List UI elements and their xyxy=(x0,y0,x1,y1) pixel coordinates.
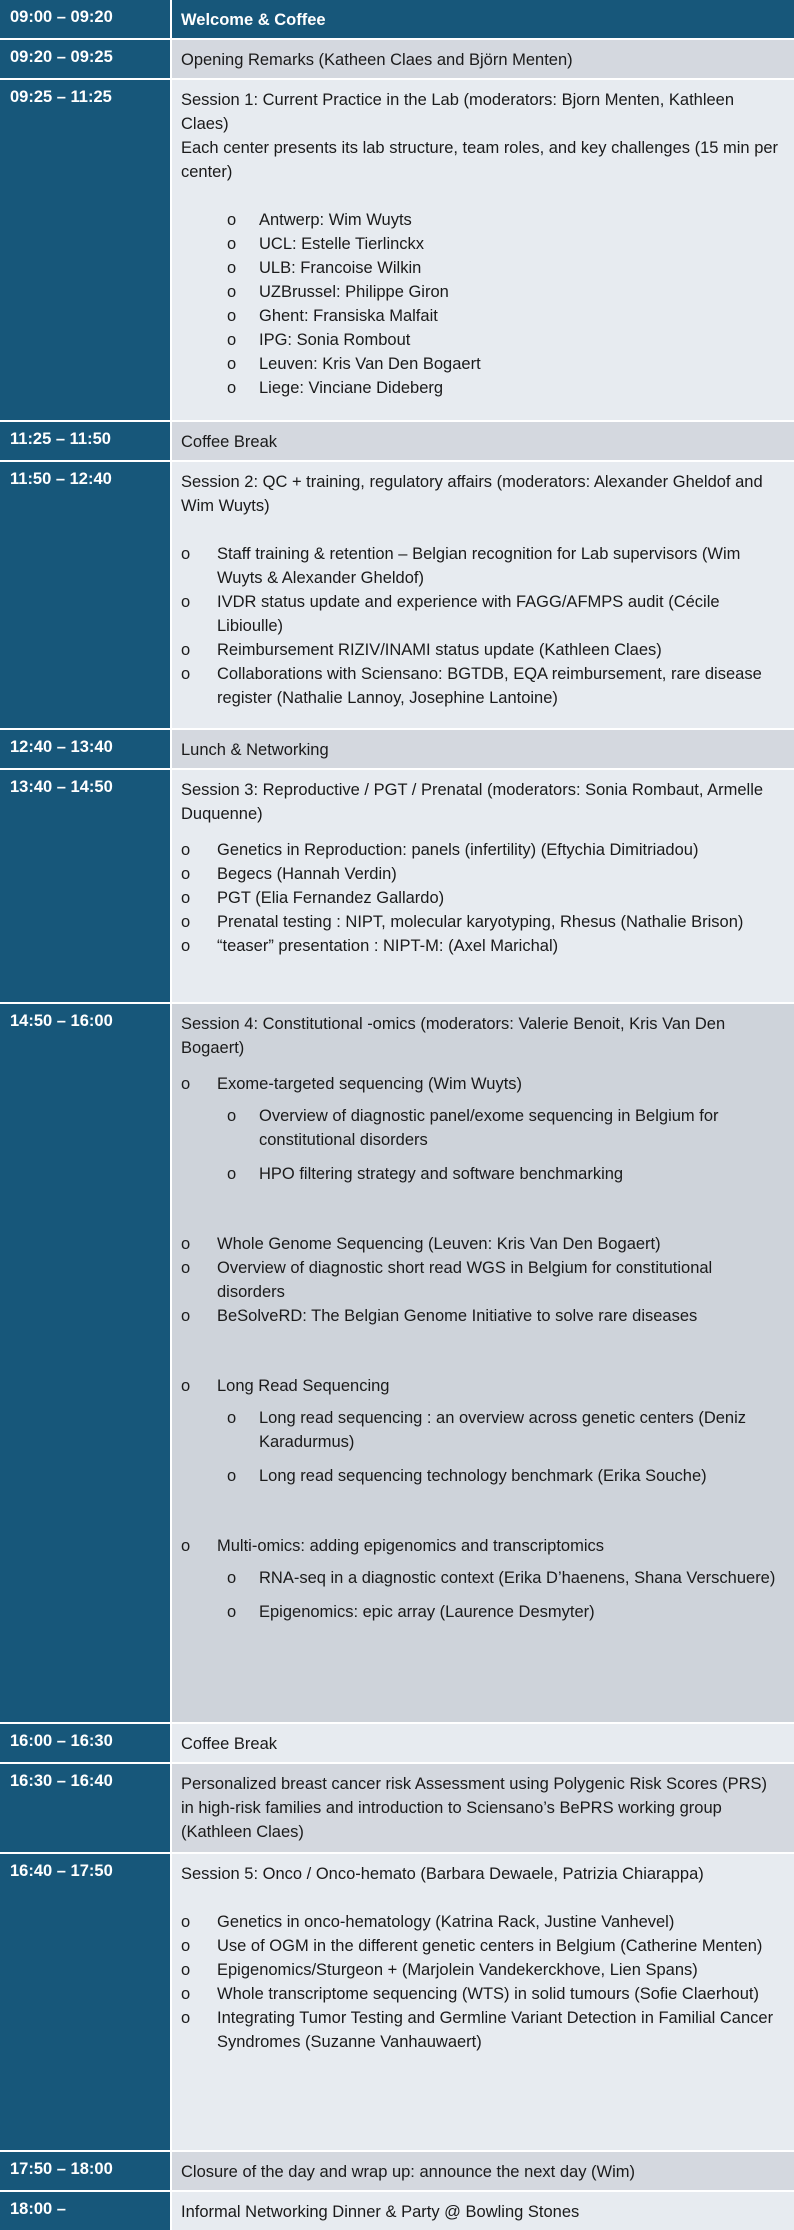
sub-item: o Epigenomics: epic array (Laurence Desmyter) xyxy=(181,1600,784,1624)
topic-list xyxy=(181,1072,784,1624)
list-item: o Leuven: Kris Van Den Bogaert xyxy=(181,352,784,376)
sub-item: o Overview of diagnostic panel/exome sequencing in Belgium for constitutional disorders xyxy=(181,1104,784,1152)
topic-list xyxy=(181,1910,784,2054)
sub-item: o Long read sequencing : an overview across genetic centers (Deniz Karadurmus) xyxy=(181,1406,784,1454)
agenda-row-session-4 xyxy=(0,1004,794,1722)
agenda-row-session-5 xyxy=(0,1854,794,2150)
session-title: Session 5: Onco / Onco-hemato (Barbara Dewaele, Patrizia Chiarappa) xyxy=(181,1865,704,1883)
row-time: 11:25 – 11:50 xyxy=(0,422,170,460)
topic-group-label: o Long Read Sequencing xyxy=(181,1374,784,1398)
list-item: o Integrating Tumor Testing and Germline Variant Detection in Familial Cancer Syndromes (Suzanne Vanhauwaert) xyxy=(181,2006,784,2054)
agenda-row-dinner xyxy=(0,2192,794,2230)
list-item: o UCL: Estelle Tierlinckx xyxy=(181,232,784,256)
list-item: o Liege: Vinciane Dideberg xyxy=(181,376,784,400)
list-item: o Antwerp: Wim Wuyts xyxy=(181,208,784,232)
row-text: Informal Networking Dinner & Party @ Bowling Stones xyxy=(181,2203,580,2221)
list-item: o BeSolveRD: The Belgian Genome Initiative to solve rare diseases xyxy=(181,1304,784,1328)
list-item: o Collaborations with Sciensano: BGTDB, EQA reimbursement, rare disease register (Nathalie Lannoy, Josephine Lantoine) xyxy=(181,662,784,710)
row-time: 11:50 – 12:40 xyxy=(0,462,170,728)
row-text: Coffee Break xyxy=(181,433,278,451)
row-text: Personalized breast cancer risk Assessment using Polygenic Risk Scores (PRS) in high-risk families and introduction to Sciensano’s BePRS working group (Kathleen Claes) xyxy=(181,1775,767,1841)
topic-group-label: o Multi-omics: adding epigenomics and transcriptomics xyxy=(181,1534,784,1558)
agenda-row-session-1 xyxy=(0,80,794,420)
row-time: 16:40 – 17:50 xyxy=(0,1854,170,2150)
agenda-row-prs xyxy=(0,1764,794,1852)
agenda-row-coffee-2 xyxy=(0,1724,794,1762)
list-item: o ULB: Francoise Wilkin xyxy=(181,256,784,280)
row-time: 18:00 – xyxy=(0,2192,170,2230)
sub-item: o Long read sequencing technology benchmark (Erika Souche) xyxy=(181,1464,784,1488)
list-item: o Overview of diagnostic short read WGS in Belgium for constitutional disorders xyxy=(181,1256,784,1304)
topic-group-label: o Exome-targeted sequencing (Wim Wuyts) xyxy=(181,1072,784,1096)
topic-group-label: o Whole Genome Sequencing (Leuven: Kris Van Den Bogaert) xyxy=(181,1232,784,1256)
list-item: o Prenatal testing : NIPT, molecular karyotyping, Rhesus (Nathalie Brison) xyxy=(181,910,784,934)
list-item: o Begecs (Hannah Verdin) xyxy=(181,862,784,886)
list-item: o PGT (Elia Fernandez Gallardo) xyxy=(181,886,784,910)
sub-item: o RNA-seq in a diagnostic context (Erika D’haenens, Shana Verschuere) xyxy=(181,1566,784,1590)
list-item: o Ghent: Fransiska Malfait xyxy=(181,304,784,328)
row-time: 16:30 – 16:40 xyxy=(0,1764,170,1852)
list-item: o Reimbursement RIZIV/INAMI status update (Kathleen Claes) xyxy=(181,638,784,662)
list-item: o Whole transcriptome sequencing (WTS) in solid tumours (Sofie Claerhout) xyxy=(181,1982,784,2006)
column-divider xyxy=(170,0,172,2230)
list-item: o Genetics in onco-hematology (Katrina Rack, Justine Vanhevel) xyxy=(181,1910,784,1934)
agenda-row-closure xyxy=(0,2152,794,2190)
agenda-row-opening xyxy=(0,40,794,78)
row-text: Closure of the day and wrap up: announce the next day (Wim) xyxy=(181,2163,635,2181)
agenda-row-lunch xyxy=(0,730,794,768)
row-text: Opening Remarks (Katheen Claes and Björn Menten) xyxy=(181,51,573,69)
row-time: 16:00 – 16:30 xyxy=(0,1724,170,1762)
list-item: o Staff training & retention – Belgian recognition for Lab supervisors (Wim Wuyts & Alexander Gheldof) xyxy=(181,542,784,590)
agenda-row-welcome xyxy=(0,0,794,38)
row-time: 17:50 – 18:00 xyxy=(0,2152,170,2190)
row-time: 13:40 – 14:50 xyxy=(0,770,170,1002)
list-item: o Use of OGM in the different genetic centers in Belgium (Catherine Menten) xyxy=(181,1934,784,1958)
row-time: 09:20 – 09:25 xyxy=(0,40,170,78)
topic-list xyxy=(181,542,784,710)
row-text: Lunch & Networking xyxy=(181,741,329,759)
session-title: Session 3: Reproductive / PGT / Prenatal (moderators: Sonia Rombaut, Armelle Duquenne) xyxy=(181,781,764,823)
session-title: Session 4: Constitutional -omics (moderators: Valerie Benoit, Kris Van Den Bogaert) xyxy=(181,1015,726,1057)
session-title: Session 2: QC + training, regulatory affairs (moderators: Alexander Gheldof and Wim Wuyts) xyxy=(181,473,763,515)
list-item: o IVDR status update and experience with FAGG/AFMPS audit (Cécile Libioulle) xyxy=(181,590,784,638)
list-item: o Genetics in Reproduction: panels (infertility) (Eftychia Dimitriadou) xyxy=(181,838,784,862)
list-item: o UZBrussel: Philippe Giron xyxy=(181,280,784,304)
agenda-row-session-3 xyxy=(0,770,794,1002)
list-item: o IPG: Sonia Rombout xyxy=(181,328,784,352)
topic-list xyxy=(181,838,784,958)
row-time: 12:40 – 13:40 xyxy=(0,730,170,768)
list-item: o “teaser” presentation : NIPT-M: (Axel Marichal) xyxy=(181,934,784,958)
sub-item: o HPO filtering strategy and software benchmarking xyxy=(181,1162,784,1186)
row-title: Welcome & Coffee xyxy=(181,11,326,29)
speaker-list xyxy=(181,208,784,400)
row-time: 09:00 – 09:20 xyxy=(0,0,170,38)
list-item: o Epigenomics/Sturgeon + (Marjolein Vandekerckhove, Lien Spans) xyxy=(181,1958,784,1982)
row-text: Coffee Break xyxy=(181,1735,278,1753)
session-description: Each center presents its lab structure, team roles, and key challenges (15 min per center) xyxy=(181,139,779,181)
agenda-row-coffee-1 xyxy=(0,422,794,460)
row-time: 14:50 – 16:00 xyxy=(0,1004,170,1722)
session-title: Session 1: Current Practice in the Lab (moderators: Bjorn Menten, Kathleen Claes) xyxy=(181,91,735,133)
row-time: 09:25 – 11:25 xyxy=(0,80,170,420)
agenda-row-session-2 xyxy=(0,462,794,728)
